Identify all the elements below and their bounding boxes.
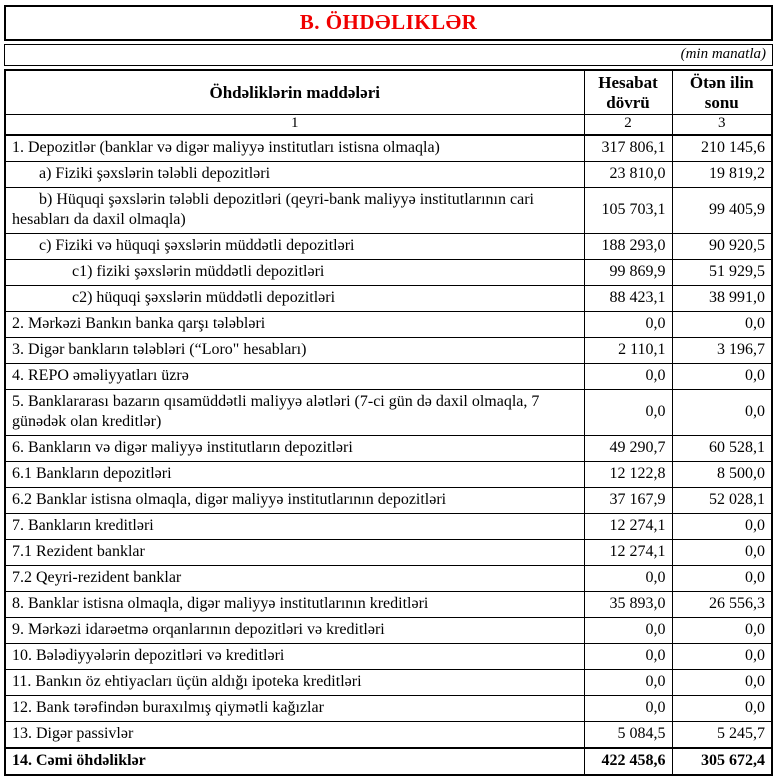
- table-row: [5, 721, 772, 748]
- row-value-previous-year-end: 52 028,1: [672, 487, 772, 513]
- row-label: 6.1 Bankların depozitləri: [5, 461, 584, 487]
- row-label: 3. Digər bankların tələbləri (“Loro" hesabları): [5, 337, 584, 363]
- row-value-previous-year-end: 90 920,5: [672, 233, 772, 259]
- table-row: [5, 363, 772, 389]
- column-number-1: 1: [5, 115, 584, 135]
- row-value-previous-year-end: 0,0: [672, 311, 772, 337]
- row-value-current-period: 0,0: [584, 311, 672, 337]
- row-value-previous-year-end: 305 672,4: [672, 748, 772, 775]
- row-value-previous-year-end: 8 500,0: [672, 461, 772, 487]
- row-value-previous-year-end: 0,0: [672, 363, 772, 389]
- liabilities-table: [4, 69, 773, 776]
- table-row: [5, 337, 772, 363]
- row-value-previous-year-end: 60 528,1: [672, 435, 772, 461]
- row-value-previous-year-end: 5 245,7: [672, 721, 772, 748]
- unit-note-text: (min manatla): [680, 46, 766, 62]
- row-label: 11. Bankın öz ehtiyacları üçün aldığı ipoteka kreditləri: [5, 669, 584, 695]
- column-header-previous-year-end: Ötən ilin sonu: [672, 70, 772, 115]
- row-label: c1) fiziki şəxslərin müddətli depozitləri: [5, 259, 584, 285]
- row-value-current-period: 23 810,0: [584, 161, 672, 187]
- table-row: [5, 643, 772, 669]
- row-label: 12. Bank tərəfindən buraxılmış qiymətli kağızlar: [5, 695, 584, 721]
- row-label: 7.2 Qeyri-rezident banklar: [5, 565, 584, 591]
- table-row: [5, 389, 772, 435]
- row-value-current-period: 5 084,5: [584, 721, 672, 748]
- table-body: [5, 135, 772, 775]
- row-value-current-period: 35 893,0: [584, 591, 672, 617]
- row-value-current-period: 0,0: [584, 617, 672, 643]
- unit-note-bar: [4, 44, 773, 66]
- row-value-previous-year-end: 0,0: [672, 669, 772, 695]
- row-value-current-period: 422 458,6: [584, 748, 672, 775]
- row-value-current-period: 99 869,9: [584, 259, 672, 285]
- row-value-current-period: 0,0: [584, 565, 672, 591]
- row-value-current-period: 2 110,1: [584, 337, 672, 363]
- row-value-current-period: 12 274,1: [584, 539, 672, 565]
- table-row: [5, 513, 772, 539]
- table-row: [5, 311, 772, 337]
- column-number-3: 3: [672, 115, 772, 135]
- row-value-current-period: 0,0: [584, 643, 672, 669]
- row-value-current-period: 317 806,1: [584, 135, 672, 162]
- row-label: 1. Depozitlər (banklar və digər maliyyə institutları istisna olmaqla): [5, 135, 584, 162]
- table-row: [5, 135, 772, 162]
- table-row: [5, 617, 772, 643]
- row-label: 9. Mərkəzi idarəetmə orqanlarının depozitləri və kreditləri: [5, 617, 584, 643]
- row-value-current-period: 105 703,1: [584, 187, 672, 233]
- row-value-previous-year-end: 0,0: [672, 565, 772, 591]
- row-value-current-period: 0,0: [584, 669, 672, 695]
- row-value-previous-year-end: 51 929,5: [672, 259, 772, 285]
- table-row: [5, 695, 772, 721]
- row-value-current-period: 12 274,1: [584, 513, 672, 539]
- row-value-current-period: 37 167,9: [584, 487, 672, 513]
- row-label: c2) hüquqi şəxslərin müddətli depozitləri: [5, 285, 584, 311]
- table-row: [5, 748, 772, 775]
- table-row: [5, 285, 772, 311]
- row-value-previous-year-end: 0,0: [672, 695, 772, 721]
- report-title-bar: [4, 5, 773, 41]
- table-row: [5, 591, 772, 617]
- table-row: [5, 565, 772, 591]
- table-row: [5, 461, 772, 487]
- row-value-previous-year-end: 0,0: [672, 513, 772, 539]
- row-value-previous-year-end: 210 145,6: [672, 135, 772, 162]
- table-row: [5, 233, 772, 259]
- row-label: 8. Banklar istisna olmaqla, digər maliyyə institutlarının kreditləri: [5, 591, 584, 617]
- row-label: c) Fiziki və hüquqi şəxslərin müddətli depozitləri: [5, 233, 584, 259]
- row-value-previous-year-end: 0,0: [672, 539, 772, 565]
- row-value-current-period: 0,0: [584, 363, 672, 389]
- row-value-previous-year-end: 99 405,9: [672, 187, 772, 233]
- row-value-previous-year-end: 0,0: [672, 643, 772, 669]
- row-label: 4. REPO əməliyyatları üzrə: [5, 363, 584, 389]
- row-value-current-period: 0,0: [584, 695, 672, 721]
- row-label: 2. Mərkəzi Bankın banka qarşı tələbləri: [5, 311, 584, 337]
- row-value-previous-year-end: 0,0: [672, 389, 772, 435]
- table-row: [5, 259, 772, 285]
- table-row: [5, 669, 772, 695]
- table-row: [5, 187, 772, 233]
- column-number-2: 2: [584, 115, 672, 135]
- row-label: 6.2 Banklar istisna olmaqla, digər maliyyə institutlarının depozitləri: [5, 487, 584, 513]
- row-label: a) Fiziki şəxslərin tələbli depozitləri: [5, 161, 584, 187]
- row-value-previous-year-end: 19 819,2: [672, 161, 772, 187]
- row-value-current-period: 49 290,7: [584, 435, 672, 461]
- table-row: [5, 435, 772, 461]
- row-value-current-period: 0,0: [584, 389, 672, 435]
- row-label: 5. Banklararası bazarın qısamüddətli maliyyə alətləri (7-ci gün də daxil olmaqla, 7 günədək olan kreditlər): [5, 389, 584, 435]
- row-label: 7. Bankların kreditləri: [5, 513, 584, 539]
- row-value-current-period: 188 293,0: [584, 233, 672, 259]
- table-row: [5, 487, 772, 513]
- row-value-previous-year-end: 3 196,7: [672, 337, 772, 363]
- column-number-row: [5, 115, 772, 135]
- row-label: 13. Digər passivlər: [5, 721, 584, 748]
- row-label: 6. Bankların və digər maliyyə institutların depozitləri: [5, 435, 584, 461]
- row-value-previous-year-end: 38 991,0: [672, 285, 772, 311]
- row-label: 7.1 Rezident banklar: [5, 539, 584, 565]
- table-header-row: [5, 70, 772, 115]
- column-header-items: Öhdəliklərin maddələri: [5, 70, 584, 115]
- table-row: [5, 161, 772, 187]
- row-label: 14. Cəmi öhdəliklər: [5, 748, 584, 775]
- table-row: [5, 539, 772, 565]
- row-value-current-period: 12 122,8: [584, 461, 672, 487]
- row-value-current-period: 88 423,1: [584, 285, 672, 311]
- row-value-previous-year-end: 0,0: [672, 617, 772, 643]
- row-value-previous-year-end: 26 556,3: [672, 591, 772, 617]
- column-header-current-period: Hesabat dövrü: [584, 70, 672, 115]
- row-label: b) Hüquqi şəxslərin tələbli depozitləri (qeyri-bank maliyyə institutlarının cari hesabları da daxil olmaqla): [5, 187, 584, 233]
- report-title: B. ÖHDƏLIKLƏR: [299, 10, 478, 34]
- row-label: 10. Bələdiyyələrin depozitləri və kreditləri: [5, 643, 584, 669]
